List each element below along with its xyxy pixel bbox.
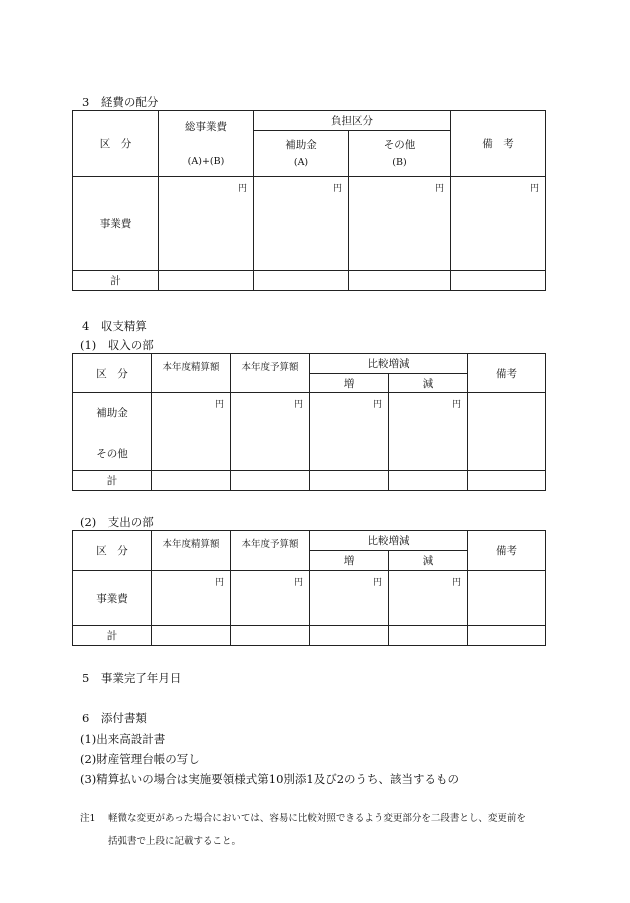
cell-other — [349, 177, 451, 271]
settled-header: 本年度精算額 — [152, 354, 231, 393]
attachment-item: (2)財産管理台帳の写し — [80, 752, 200, 766]
yen-unit: 円 — [293, 400, 303, 410]
cell-decrease — [389, 393, 468, 471]
other-label: その他 — [383, 138, 416, 151]
cell-empty — [349, 271, 451, 291]
cell-remarks — [451, 177, 546, 271]
cell-subsidy — [254, 177, 349, 271]
cell-increase — [310, 393, 389, 471]
total-cost-header — [159, 111, 254, 177]
cell-empty — [389, 471, 468, 491]
cell-total — [159, 177, 254, 271]
row-label-subsidy: 補助金 — [96, 407, 128, 419]
note-line-1: 軽微な変更があった場合においては、容易に比較対照できるよう変更部分を二段書とし、変更前を — [108, 813, 526, 824]
cell-increase — [310, 571, 389, 626]
cell-empty — [231, 471, 310, 491]
cell-empty — [468, 471, 546, 491]
yen-unit: 円 — [293, 578, 303, 588]
total-cost-formula: (A)+(B) — [187, 156, 225, 167]
kubun-header: 区 分 — [73, 531, 152, 571]
burden-header: 負担区分 — [254, 111, 451, 131]
expense-allocation-table — [72, 110, 546, 291]
yen-unit: 円 — [237, 184, 247, 194]
compare-header: 比較増減 — [310, 354, 468, 374]
note-label: 注1 — [80, 813, 96, 824]
cell-remarks — [468, 571, 546, 626]
cell-empty — [231, 626, 310, 646]
subsidy-label: 補助金 — [285, 138, 317, 151]
remarks-header: 備 考 — [451, 111, 546, 177]
row-label-kei: 計 — [73, 271, 159, 291]
other-header — [349, 131, 451, 177]
yen-unit: 円 — [451, 400, 461, 410]
cell-budget — [231, 393, 310, 471]
cell-empty — [451, 271, 546, 291]
yen-unit: 円 — [214, 578, 224, 588]
section5-title: 5 事業完了年月日 — [82, 671, 182, 685]
cell-empty — [468, 626, 546, 646]
cell-empty — [254, 271, 349, 291]
cell-settled — [152, 571, 231, 626]
row-label-other: その他 — [96, 448, 128, 460]
budget-header: 本年度予算額 — [231, 354, 310, 393]
compare-header: 比較増減 — [310, 531, 468, 551]
cell-empty — [159, 271, 254, 291]
yen-unit: 円 — [372, 578, 382, 588]
yen-unit: 円 — [332, 184, 342, 194]
expense-table — [72, 530, 546, 646]
row-label-jigyouhi: 事業費 — [73, 571, 152, 626]
total-cost-label: 総事業費 — [185, 121, 227, 133]
cell-empty — [310, 471, 389, 491]
increase-header: 増 — [310, 374, 389, 393]
attachment-item: (3)精算払いの場合は実施要領様式第10別添1及び2のうち、該当するもの — [80, 772, 460, 786]
yen-unit: 円 — [214, 400, 224, 410]
section3-title: 3 経費の配分 — [82, 95, 159, 109]
row-label-jigyouhi: 事業費 — [73, 177, 159, 271]
cell-empty — [152, 626, 231, 646]
decrease-header: 減 — [389, 374, 468, 393]
yen-unit: 円 — [451, 578, 461, 588]
section4-title: 4 収支精算 — [82, 319, 147, 333]
subsidy-symbol: (A) — [293, 156, 309, 168]
subsidy-header — [254, 131, 349, 177]
row-label-kei: 計 — [73, 626, 152, 646]
cell-budget — [231, 571, 310, 626]
income-table — [72, 353, 546, 491]
kubun-header: 区 分 — [73, 354, 152, 393]
attachment-item: (1)出来高設計書 — [80, 732, 166, 746]
section6-title: 6 添付書類 — [82, 711, 147, 725]
note-line-2: 括弧書で上段に記載すること。 — [108, 836, 242, 847]
row-label-kei: 計 — [73, 471, 152, 491]
remarks-header: 備考 — [468, 531, 546, 571]
remarks-header: 備考 — [468, 354, 546, 393]
cell-empty — [310, 626, 389, 646]
cell-empty — [152, 471, 231, 491]
other-symbol: (B) — [392, 156, 407, 168]
cell-remarks — [468, 393, 546, 471]
yen-unit: 円 — [529, 184, 539, 194]
cell-settled — [152, 393, 231, 471]
increase-header: 増 — [310, 551, 389, 571]
settled-header: 本年度精算額 — [152, 531, 231, 571]
income-title: (1) 収入の部 — [80, 338, 154, 352]
expense-title: (2) 支出の部 — [80, 515, 154, 529]
cell-decrease — [389, 571, 468, 626]
income-row-labels — [73, 393, 152, 471]
yen-unit: 円 — [372, 400, 382, 410]
yen-unit: 円 — [434, 184, 444, 194]
kubun-header: 区 分 — [73, 111, 159, 177]
cell-empty — [389, 626, 468, 646]
budget-header: 本年度予算額 — [231, 531, 310, 571]
decrease-header: 減 — [389, 551, 468, 571]
